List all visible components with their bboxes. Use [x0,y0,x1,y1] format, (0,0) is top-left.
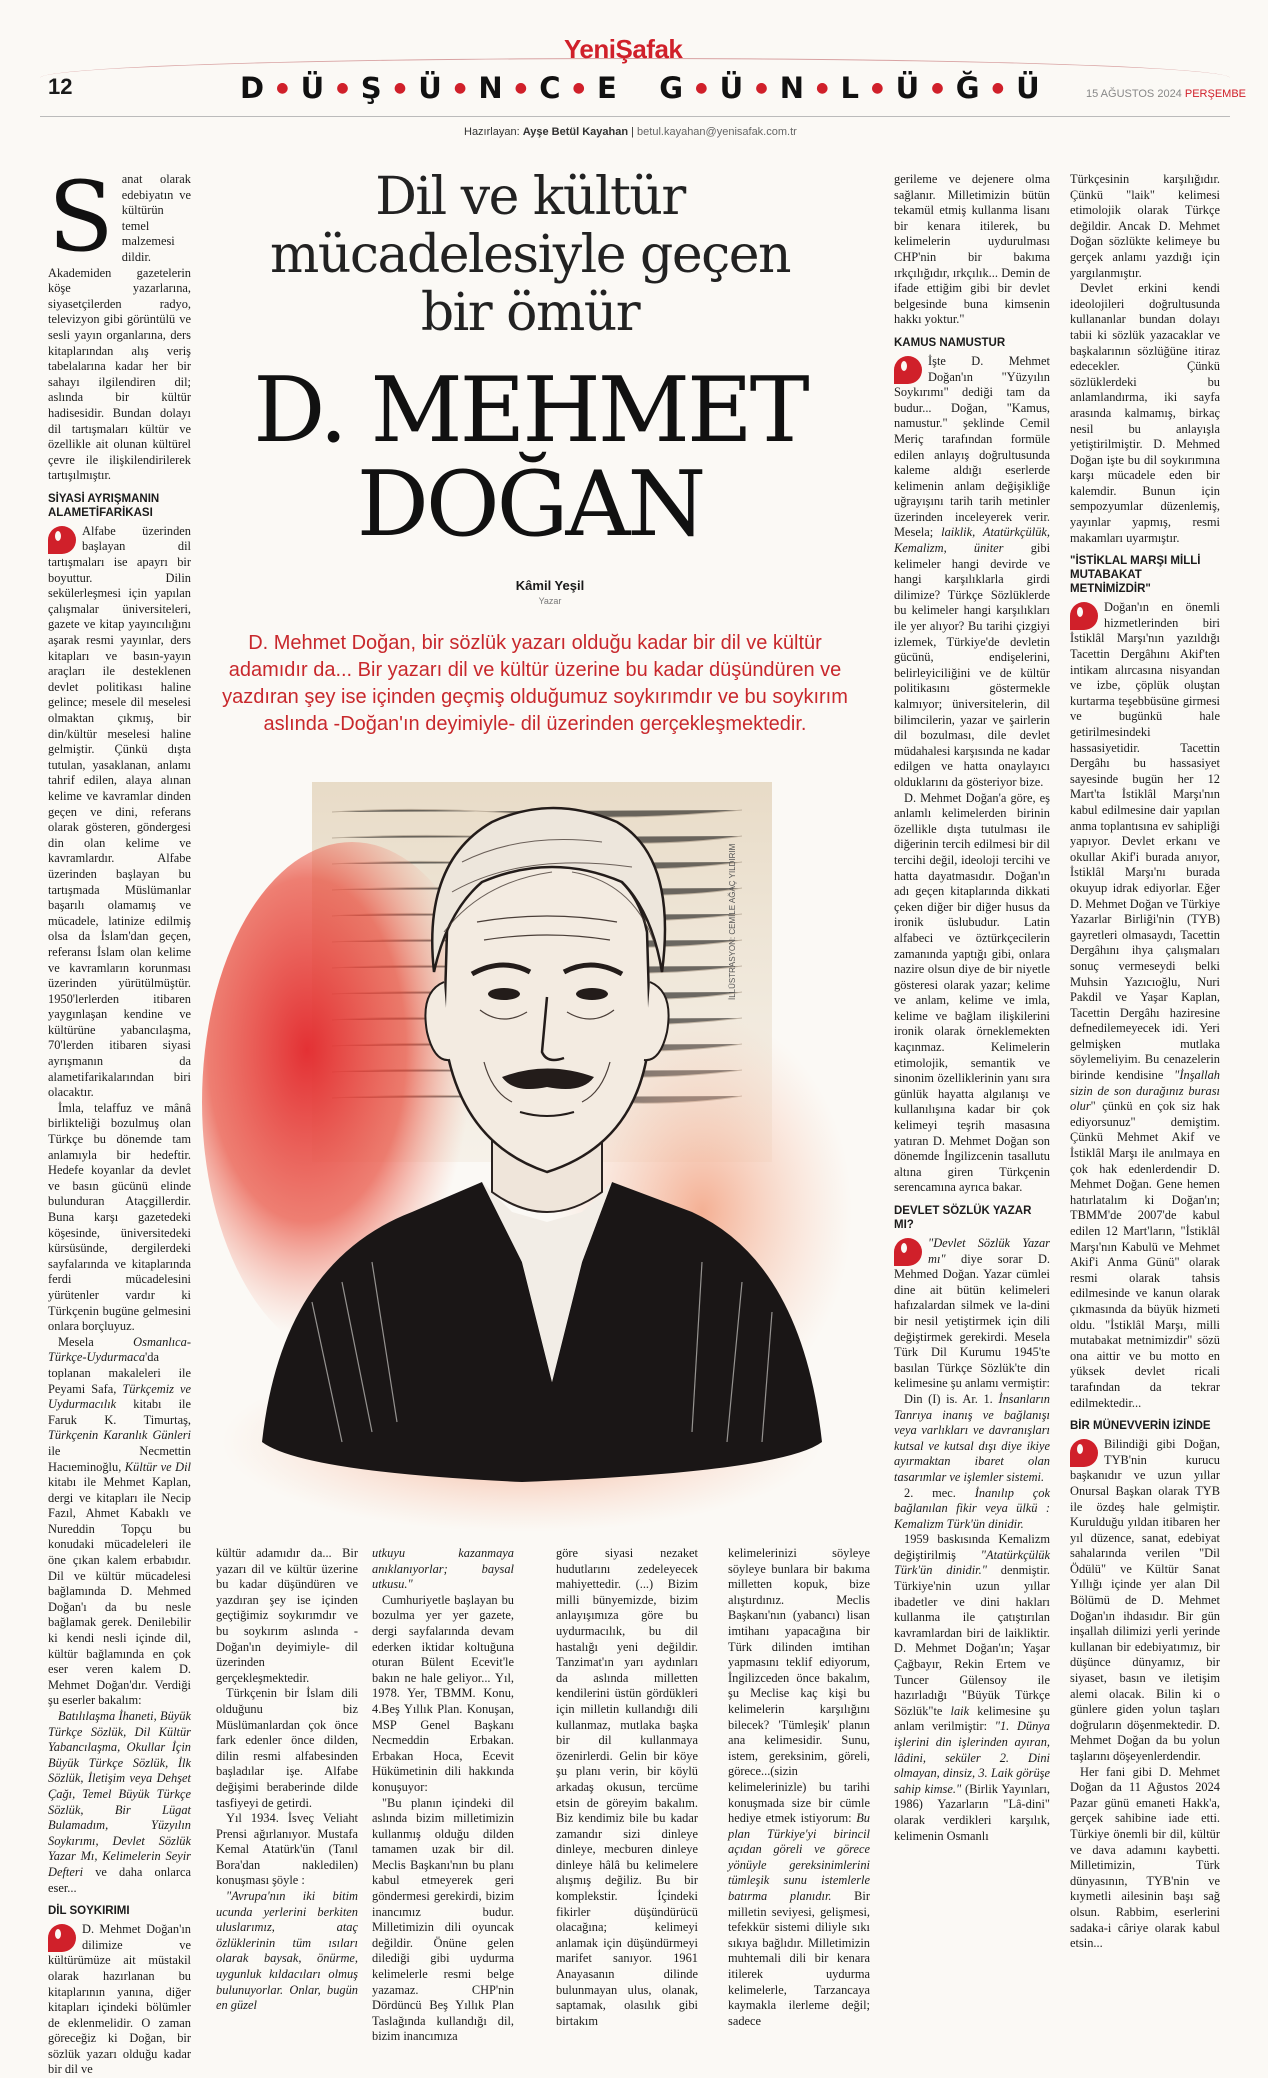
paragraph: D. Mehmet Doğan'a göre, eş anlamlı kelimelerden birinin özellikle dışta tutulması ile diğerinin tercih edilmesi bir dil tercihi değil, ideoloji tercihi ve hatta dayatmasıdır. Doğan'ın adı geçen kitaplarında dikkati çeken diğer bir diğer husus da ironik üslubudur. Latin alfabeci ve öztürkçecilerin zamanında yaptığı gibi, onlara nazire olsun diye de bir niyetle gösteresi olarak yazar; kelime ve anlam, kelime ve imla, kelime ve bağlam ilişkilerini ironik olarak örneklemekten kaçınmaz. Kelimelerin etimolojik, semantik ve sinonim özelliklerinin yanı sıra günlük hayatta algılanışı ve kullanılışına kadar bir çok kelimeyi teşrih masasına yatıran D. Mehmet Doğan son dönemde İngilizcenin tasallutu altına giren Türkçenin serencamına ayrıca bakar. [894,790,1050,1195]
paragraph: "Devlet Sözlük Yazar mı" diye sorar D. Mehmed Doğan. Yazar cümlei dine ait bütün kelimeleri hafızalardan silmek ve la-dini bir nesil yetiştirmek için dili değiştirmek gerekirdi. Mesela Türk Dil Kurumu 1945'te basılan Türkçe Sözlük'te din kelimesine şu anlamı vermiştir: [894,1236,1050,1391]
section-letter: C [539,71,561,105]
paragraph: "Bu planın içindeki dil aslında bizim milletimizin kullanmış olduğu dilden tamamen uzak bir dil. Meclis Başkanı'nın bu planı kabul etmeyerek geri göndermesi gerekirdi, bizim inancımız budur. Milletimizin dili oyuncak değildir. Önüne gelen dilediği gibi uydurma kelimelerle resmi belge yazamaz. CHP'nin Dördüncü Beş Yıllık Plan Taslağında kullandığı dil, bizim inancımıza [372,1795,514,2044]
paragraph: İmla, telaffuz ve mânâ birlikteliği bozulmuş olan Türkçe bu dönemde tam anlamıyla bir hedeftir. Hedefe koyanlar da devlet ve basın gücünü elinde bulunduran Ataçgillerdir. Buna karşı gazetedeki köşesinde, üniversitedeki kürsüsünde, dergilerdeki sayfalarında ve kitaplarında ferdi mücadelesini yürütenler vardır ki Türkçenin bugüne gelmesini onlara borçluyuz. [48,1100,191,1334]
paragraph: Türkçenin bir İslam dili olduğunu biz Müslümanlardan çok önce fark edenler önce dilden, dilin resmi alfabesinden başladılar işe. Alfabe değişimi beraberinde dilde tasfiyeyi de getirdi. [216,1686,358,1810]
issue-date [1086,88,1246,100]
author-name: Kâmil Yeşil [515,578,585,593]
quote-mark-icon [1070,1439,1098,1467]
prepared-label: Hazırlayan: [464,126,520,138]
section-letter: Ğ [955,71,980,105]
prepared-name: Ayşe Betül Kayahan [522,126,629,138]
subject-name [230,358,830,557]
section-letter: Ü [418,71,442,105]
weekday-text: PERŞEMBE [1184,88,1247,100]
paragraph: Devlet erkini kendi ideolojileri doğrultusunda kullananlar bundan dolayı tabii ki sözlük yazacaklar ve başkalarının sözlüğüne itiraz edecekler. Çünkü sözlüklerdeki bu anlamlandırma, iki sayfa arasında kalmamış, birkaç nesil bu anlayışla yetiştirilmiştir. D. Mehmed Doğan işte bu dil soykırımına karşı mücadele eden bir kalemdir. Bunun için sempozyumlar düzenlemiş, yayınlar yapmış, resmi makamları uyarmıştır. [1070,281,1220,545]
paragraph: Mesela Osmanlıca-Türkçe-Uydurmaca'da toplanan makaleleri ile Peyami Safa, Türkçemiz ve Uydurmacılık kitabı ile Faruk K. Timurtaş, Türkçenin Karanlık Günleri ile Necmettin Hacıeminoğlu, Kültür ve Dil kitabı ile Mehmet Kaplan, dergi ve kitapları ile Necip Fazıl, Ahmet Kabaklı ve Nureddin Topçu bu konudaki mücadeleleri ile öne çıkan kalem erbabıdır. Dil ve kültür mücadelesi bağlamında D. Mehmed Doğan'ı da bu nesle bağlamak gerek. Denilebilir ki kendi nesli içinde dil, kültür bağlamında en çok eser veren kalem D. Mehmet Doğan'dır. Verdiği şu eserler bakalım: [48,1334,191,1708]
paragraph: 2. mec. İnanılıp çok bağlanılan fikir veya ülkü : Kemalizm Türk'ün dinidir. [894,1485,1050,1531]
paragraph: gerileme ve dejenere olma sağlanır. Milletimizin bütün tekamül etmiş kullanma lisanı bir kenara itilerek, bu kelimelerin uydurulması CHP'nin bir bakıma ırkçılığıdır, ırkçılık... Demin de ifade ettiğim gibi bir devlet belgesinde buna kimsenin hakkı yoktur." [894,172,1050,327]
column-right-1 [894,172,1050,1844]
name-line1: D. MEHMET [253,358,807,463]
drop-cap: S [48,161,114,273]
page-number: 12 [48,74,73,99]
date-text: 15 AĞUSTOS 2024 [1086,88,1182,100]
quote-mark-icon [1070,602,1098,630]
section-title: D ● Ü ● Ş ● Ü ● N ● C ● E G ● Ü ● N ● L ● Ü ● Ğ ● Ü [240,71,1040,105]
column-right-2 [1070,172,1220,1952]
column-bottom-4 [728,1546,870,2029]
section-letter: Ş [360,71,382,105]
lead-paragraph: D. Mehmet Doğan, bir sözlük yazarı olduğu kadar bir dil ve kültür adamıdır da... Bir yazarı dil ve kültür üzerine bu kadar düşündüren ve yazdıran şey ise içinden geçmiş olduğumuz soykırımdır ve bu soykırım aslında -Doğan'ın deyimiyle- dil üzerinden gerçekleşmektedir. [222,632,848,735]
paragraph: Türkçesinin karşılığıdır. Çünkü "laik" kelimesi etimolojik olarak Türkçe değildir. Ancak D. Mehmet Doğan sözlükte kelimeye bu gerçek anlamı yazdığı için yargılanmıştır. [1070,172,1220,280]
paragraph: Din (I) is. Ar. 1. İnsanların Tanrıya inanış ve bağlanışı veya varlıkları ve davranışları kutsal ve kutsal dışı diye ikiye ayırmaktan ibaret olan tasarımlar ve işlemler sistemi. [894,1391,1050,1484]
paragraph: Batılılaşma İhaneti, Büyük Türkçe Sözlük, Dil Kültür Yabancılaşma, Okullar İçin Büyük Türkçe Sözlük, İlk Sözlük, İletişim veya Dehşet Çağı, Temel Büyük Türkçe Sözlük, Bir Lügat Bulamadım, Yüzyılın Soykırımı, Devlet Sözlük Yazar Mı, Kelimelerin Seyir Defteri ve daha onlarca eser... [48,1709,191,1895]
column-bottom-3 [556,1546,698,2029]
subheading: KAMUS NAMUSTUR [894,336,1006,349]
section-letter: N [478,71,503,105]
paragraph: 1959 baskısında Kemalizm değiştirilmiş "Atatürkçülük Türk'ün dinidir." denmiştir. Türkiye'nin uzun yıllar ibadetler ve dini hakları kullanma ile çatıştırılan kavramlardan biri de laikliktir. D. Mehmet Doğan'ın; Yaşar Çağbayır, Rekin Ertem ve Tuncer Gülensoy ile hazırladığı "Büyük Türkçe Sözlük"te laik kelimesine şu anlam verilmiştir: "1. Dünya işlerini din işlerinden ayıran, lâdini, seküler 2. Dini olmayan, dinsiz, 3. Laik görüşe sahip kimse." (Birlik Yayınları, 1986) Yazarların "Lâ-dini" olarak verdikleri karşılık, kelimenin Osmanlı [894,1532,1050,1843]
section-letter: Ü [1016,71,1040,105]
quote-paragraph: "Avrupa'nın iki bitim ucunda yerlerini berkiten uluslarımız, ataç özlüklerinin tüm ısıları olarak baysak, önürme, uygunluk kıldacıları olmuş bulunuyorlar. Onlar, bugün en güzel [216,1889,358,2013]
section-letter: D [240,71,265,105]
logo-part1: Yeni [564,34,616,64]
subheading: BİR MÜNEVVERİN İZİNDE [1070,1420,1211,1433]
author-role: Yazar [538,596,562,606]
column-bottom-2 [372,1546,514,2045]
quote-paragraph: utkuyu kazanmaya anıklanıyorlar; baysal utkusu." [372,1546,514,1592]
section-letter: L [840,71,860,105]
subheading: SİYASİ AYRIŞMANIN ALAMETİFARİKASI [48,492,160,519]
masthead [0,0,1268,120]
section-letter: Ü [719,71,744,105]
prepared-by: Hazırlayan: Ayşe Betül Kayahan | betul.kayahan@yenisafak.com.tr [464,126,797,138]
name-line2: DOĞAN [356,452,704,557]
quote-mark-icon [48,1924,76,1952]
section-letter: G [659,71,684,105]
illustration-credit: İLLÜSTRASYON: CEMİLE AĞAÇ YILDIRIM [728,843,737,1000]
paragraph: göre siyasi nezaket hudutlarını zedeleyecek mahiyettedir. (...) Bizim milli bünyemizde, bizim anlayışımıza göre bu uydurmacılık, bu dil hastalığı yeni değildir. Tanzimat'ın yarı aydınları da aslında milletten kendilerini üstün gördükleri için milletin kullandığı dili kullanmaz, mutlaka başka bir dil kullanmaya özenirlerdi. Gelin bir köye şu planı verin, bir köylü arkadaş okusun, tercüme etsin de göreyim bakalım. Biz kendimiz bile bu kadar zamandır sizi dinleye dinleye, mecburen dinleye dinleye hâlâ bu kelimelere alışmış değiliz. Bu bir komplekstir. İçindeki fikirler düşündürücü olacağına; kelimeyi anlamak için düşündürmeyi marifet sanıyor. 1961 Anayasanın dilinde bulunmayan ulus, olanak, saptamak, olasılık gibi birtakım [556,1546,698,2028]
subheading: DİL SOYKIRIMI [48,1905,130,1918]
quote-mark-icon [894,356,922,384]
article-headline: Dil ve kültür mücadelesiyle geçen bir ömür [270,167,790,343]
section-letter: Ü [895,71,920,105]
paragraph: kültür adamıdır da... Bir yazarı dil ve kültür üzerine bu kadar düşündüren ve yazdıran şey ise içinden geçtiğimiz soykırımdır ve bu soykırım aslında -Doğan'ın deyimiyle- dil üzerinden gerçekleşmektedir. [216,1546,358,1685]
paragraph: Her fani gibi D. Mehmet Doğan da 11 Ağustos 2024 Pazar günü emaneti Hakk'a, gerçek sahibine iade etti. Türkiye önemli bir dil, kültür ve dava adamını kaybetti. Milletimizin, Türk dünyasının, TYB'nin ve kıymetli ailesinin başı sağ olsun. Rabbim, eserlerini sadaka-i câriye olarak kabul etsin... [1070,1764,1220,1951]
newspaper-logo [564,34,682,65]
paragraph: kelimelerinizi söyleye söyleye bunlara bir bakıma milletten kopuk, bize alıştırdınız. Meclis Başkanı'nın (yabancı) lisan imtihanı yapacağına bir Türk dilinden imtihan yapmasını teklif ediyorum, İngilizceden önce bakalım, şu Meclise kaç kişi bu kelimelerin karşılığını bilecek? 'Tümleşik' planın ana kelimesidir. Sunu, istem, gereksinim, göreli, görece...(sizin kelimelerinizle) bu tarihi konuşmada size bir cümle hediye etmek istiyorum: Bu plan Türkiye'yi birincil açıdan göreli ve görece yönüyle gereksinimlerini tümleşik sunu istemlerle batırma planıdır. Bir milletin seviyesi, gelişmesi, tefekkür sistemi diliyle sıkı sıkıya bağlıdır. Milletimizin muhtemali dili bir kenara itilerek uydurma kelimelerle, Tarzancaya kaymakla ilerleme değil; sadece [728,1546,870,2028]
paragraph: D. Mehmet Doğan'ın dilimize ve kültürümüze ait müstakil olarak hazırlanan bu kitaplarının yanına, diğer kitapları içindeki bölümler de eklenmelidir. O zaman göreceğiz ki Doğan, bir sözlük yazarı olduğu kadar bir dil ve [48,1922,191,2077]
subheading: DEVLET SÖZLÜK YAZAR MI? [894,1205,1032,1231]
column-bottom-1 [216,1546,358,2014]
portrait-illustration [222,742,852,1532]
section-letter: E [597,71,617,105]
quote-mark-icon [48,526,76,554]
paragraph: Doğan'ın en önemli hizmetlerinden biri İstiklâl Marşı'nın yazıldığı Tacettin Dergâhını Akif'ten intikam alırcasına nisyandan ve izbe, çöplük oluştan kurtarma teşebbüsüne girmesi ve bugünkü hale getirilmesindeki hassasiyetidir. Tacettin Dergâhı bu hassasiyet sayesinde bugün her 12 Mart'ta İstiklâl Marşı'nın kabul edilmesine dair yapılan anma toplantısına ev sahipliği yapıyor. Devlet erkanı ve okullar Akif'i burada anıyor, İstiklâl Marşı'nı burada okuyup idrak ediyorlar. Eğer D. Mehmet Doğan ve Türkiye Yazarlar Birliği'nin (TYB) gayretleri olmasaydı, Tacettin Dergâhını ihya çalışmaları sonuç vermeseydi belki Muhsin Yazıcıoğlu, Nuri Pakdil ve Yaşar Kaplan, Tacettin Dergâhı haziresine defnedilemeyecek idi. Yeri gelmişken mutlaka söylemeliyim. Bu cenazelerin birinde kendisine "İnşallah sizin de son durağınız burası olur" çünkü en çok siz hak ediyorsunuz" demiştim. Çünkü Mehmet Akif ve İstiklâl Marşı ile anılmaya en çok hak edenlerdendir D. Mehmet Doğan. Gene hemen hatırlatalım ki Doğan'ın; TBMM'de 2007'de kabul edilen 12 Mart'ların, "İstiklâl Marşı'nın Kabulü ve Mehmet Akif'i Anma Günü" olarak resmi olarak tahsis edilmesinde ve kanun olarak çıkmasında da büyük hizmeti oldu. "İstiklâl Marşı, milli mutabakat metnimizdir" sözü ona aittir ve bu motto en yüksek devlet ricali tarafından da tekrar edilmektedir... [1070,600,1220,1410]
section-letter: Ü [300,71,325,105]
masthead-rule [40,116,1230,117]
subheading: "İSTİKLAL MARŞI MİLLİ MUTABAKAT METNİMİZDİR" [1070,555,1201,596]
column-left [48,161,191,2078]
paragraph: İşte D. Mehmet Doğan'ın "Yüzyılın Soykırımı" dediği tam da budur... Doğan, "Kamus, namustur." şeklinde Cemil Meriç tarafından formüle edilen anlayış doğrultusunda kaleme aldığı eserlerde kelimenin anlam değişikliğe uğrayışını tarih tarih metinler üzerinden inceleyerek verir. Mesela; laiklik, Atatürkçülük, Kemalizm, üniter gibi kelimeler hangi devirde ve hangi karşılıklarla girdi dilimize? Türkçe Sözlüklerde bu kelimeler hangi karşılıkları ile yer alıyor? Bu tarihi çizgiyi izlemek, Türkiye'de devletin gücünü, endişelerini, belirleyiciliğini ve de kültür politikasını göstermekle kalmıyor; üniversitelerin, dil bilimcilerin, yazar ve şairlerin dil bozulması, dile devlet müdahalesi karşısında ne kadar edilgen ve hatta onaylayıcı olduklarını da gösteriyor bize. [894,353,1051,789]
paragraph: anat olarak edebiyatın ve kültürün temel malzemesi dildir. Akademiden gazetelerin köşe yazarlarına, siyasetçilerden radyo, televizyon gibi görüntülü ve sesli yayın organlarına, ders kitaplarından alış veriş tabelalarına kadar her bir sahayı ilgilendiren dil; aslında bir kültür hadisesidir. Bundan dolayı dil tartışmaları kültür ve özellikle ait olunan kültürel çevre ile ilişkilendirilerek tartışılmıştır. [48,172,191,483]
paragraph: Bilindiği gibi Doğan, TYB'nin kurucu başkanıdır ve uzun yıllar Onursal Başkan olarak TYB ile özdeş hale gelmiştir. Kurulduğu yıldan itibaren her yıl düzence, sanat, edebiyat sahalarında verilen "Dil Ödülü" ve Kültür Sanat Yıllığı içinde yer alan Dil Bölümü de D. Mehmet Doğan'ın ihdasıdır. Bir gün inşallah dilimizi yerli yerinde kullanan bir edebiyatımız, bir düşünce dünyamız, bir siyaset, basın ve iletişim alemi olacak. Bilin ki o günlere giden yolun taşları doğruların döşenmektedir. D. Mehmet Doğan da bu yolun taşlarını döşeyenlerdendir. [1070,1437,1220,1763]
logo-part2: Şafak [615,34,683,64]
paragraph: Alfabe üzerinden başlayan dil tartışmaları ise apayrı bir boyuttur. Dilin sekülerleşmesi için yapılan çalışmalar üniversiteleri, gazete ve kitap yayıncılığını aşarak resmi yayınlar, ders kitapları ve basın-yayın araçları ile desteklenen devlet politikası haline gelince; mesele dil meselesi olmaktan çıkmış, bir din/kültür meselesi haline gelmiştir. Çünkü dışta tutulan, yasaklanan, anlamı tahrif edilen, alaya alınan kelime ve kavramlar dinden geçen ve dini, referans olarak gösteren, göndergesi din olan kelime ve kavramlardır. Alfabe üzerinden başlayan bu tartışmada Müslümanlar başarılı olamamış ve mücadele, latinize edilmiş olsa da İslam'dan geçen, referansı İslam olan kelime ve kavramların korunması üzerinden yürütülmüştür. 1950'lerlerden itibaren yaygınlaşan kendine ve kültürüne yabancılaşma, 70'lerden itibaren siyasi ayrışmanın da alametifarikalarından biri olacaktır. [48,523,191,1100]
paragraph: Cumhuriyetle başlayan bu bozulma yer yer gazete, dergi sayfalarında devam ederken iktidar koltuğuna oturan Bülent Ecevit'le bakın ne hale geliyor... Yıl, 1978. Yer, TBMM. Konu, 4.Beş Yıllık Plan. Konuşan, MSP Genel Başkanı Necmeddin Erbakan. Erbakan Hoca, Ecevit Hükümetinin dili hakkında konuşuyor: [372,1592,514,1794]
prepared-email: betul.kayahan@yenisafak.com.tr [637,126,797,138]
paragraph: Yıl 1934. İsveç Veliaht Prensi ağırlanıyor. Mustafa Kemal Atatürk'ün (Tanıl Bora'dan nakledilen) konuşması şöyle : [216,1811,358,1888]
section-letter: N [779,71,804,105]
quote-mark-icon [894,1238,922,1266]
